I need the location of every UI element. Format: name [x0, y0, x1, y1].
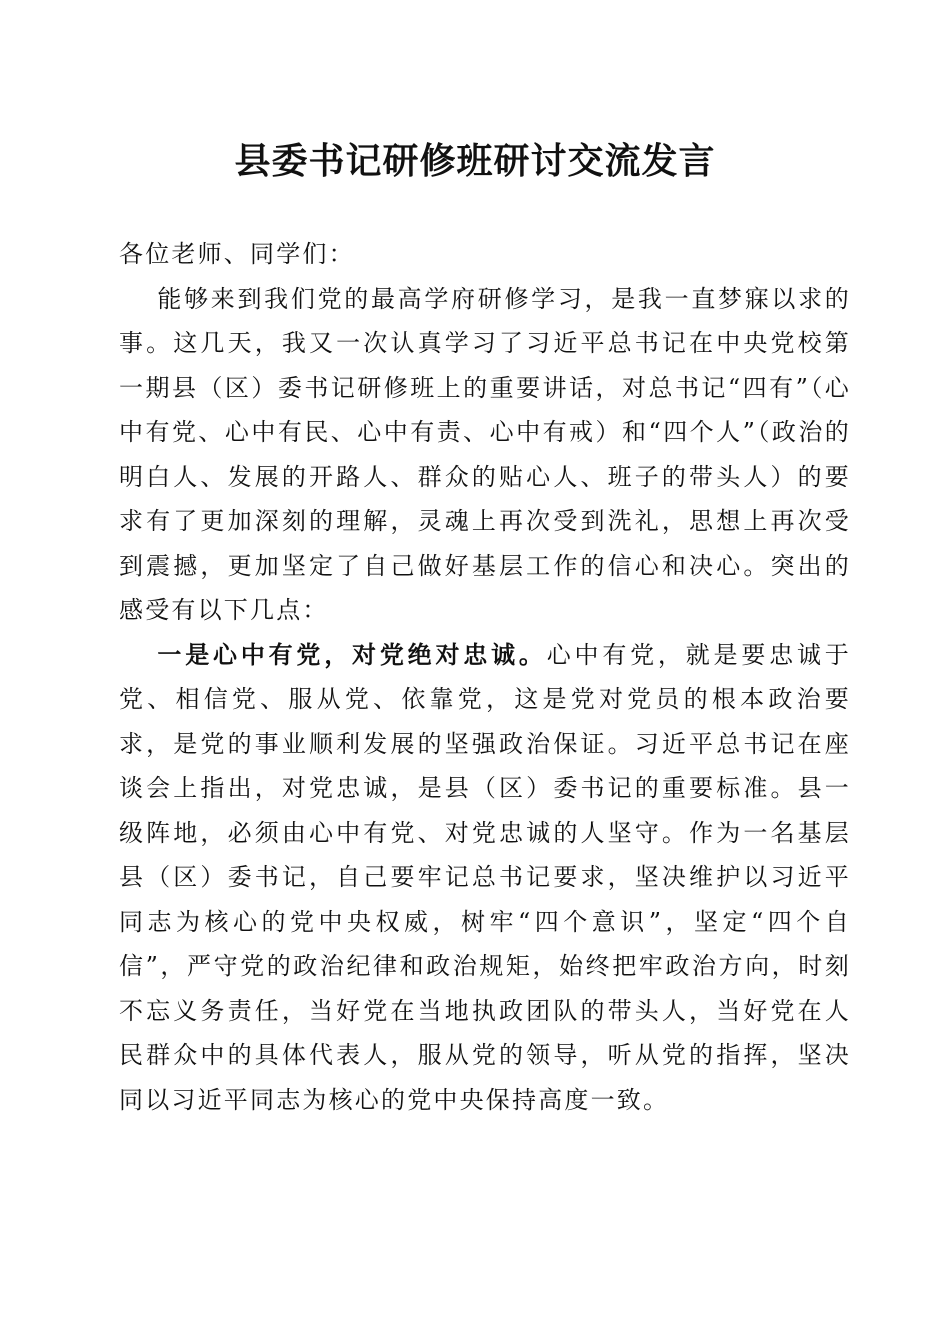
paragraph-intro: 能够来到我们党的最高学府研修学习，是我一直梦寐以求的事。这几天，我又一次认真学习了习近平总书记在中央党校第一期县（区）委书记研修班上的重要讲话，对总书记“四有”（心中有党、心中有民、心中有责、心中有戒）和“四个人”（政治的明白人、发展的开路人、群众的贴心人、班子的带头人）的要求有了更加深刻的理解，灵魂上再次受到洗礼，思想上再次受到震撼，更加坚定了自己做好基层工作的信心和决心。突出的感受有以下几点： — [119, 284, 851, 624]
paragraph-point-one — [119, 633, 851, 1123]
document-title: 县委书记研修班研讨交流发言 — [234, 140, 716, 182]
document-body — [119, 232, 851, 1122]
salutation: 各位老师、同学们： — [119, 240, 355, 268]
paragraph-point-one-heading: 一是心中有党，对党绝对忠诚。 — [157, 639, 547, 669]
paragraph-point-one-body: 心中有党，就是要忠诚于党、相信党、服从党、依靠党，这是党对党员的根本政治要求，是党的事业顺利发展的坚强政治保证。习近平总书记在座谈会上指出，对党忠诚，是县（区）委书记的重要标准。县一级阵地，必须由心中有党、对党忠诚的人坚守。作为一名基层县（区）委书记，自己要牢记总书记要求，坚决维护以习近平同志为核心的党中央权威，树牢“四个意识”，坚定“四个自信”，严守党的政治纪律和政治规矩，始终把牢政治方向，时刻不忘义务责任，当好党在当地执政团队的带头人，当好党在人民群众中的具体代表人，服从党的领导，听从党的指挥，坚决同以习近平同志为核心的党中央保持高度一致。 — [119, 640, 851, 1114]
